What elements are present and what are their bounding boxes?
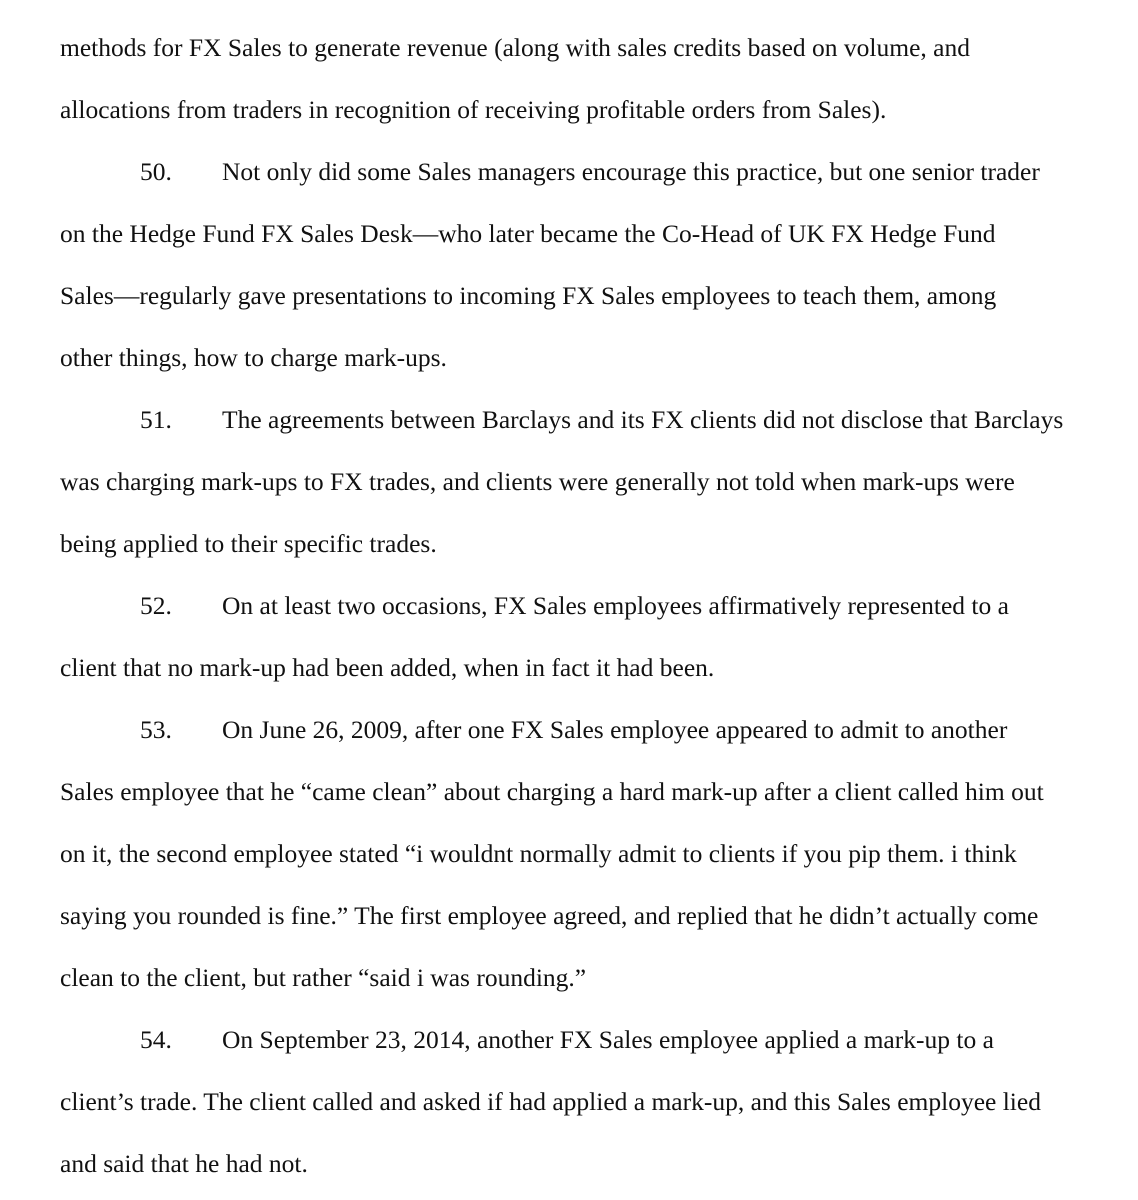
paragraph-51-line-2: was charging mark-ups to FX trades, and clients were generally not told when mark-ups were: [60, 467, 1015, 496]
paragraph-50-line-1: Not only did some Sales managers encourage this practice, but one senior trader: [222, 157, 1040, 186]
paragraph-50-line-2: on the Hedge Fund FX Sales Desk—who later became the Co-Head of UK FX Hedge Fund: [60, 219, 996, 248]
paragraph-52-line-2: client that no mark-up had been added, when in fact it had been.: [60, 653, 715, 682]
paragraph-51-line-1: The agreements between Barclays and its FX clients did not disclose that Barclays: [222, 405, 1064, 434]
paragraph-number-54: 54.: [140, 1025, 172, 1054]
paragraph-53-line-1: On June 26, 2009, after one FX Sales employee appeared to admit to another: [222, 715, 1008, 744]
paragraph-52-line-1: On at least two occasions, FX Sales employees affirmatively represented to a: [222, 591, 1009, 620]
paragraph-number-52: 52.: [140, 591, 172, 620]
paragraph-number-51: 51.: [140, 405, 172, 434]
paragraph-number-53: 53.: [140, 715, 172, 744]
paragraph-54-line-2: client’s trade. The client called and asked if had applied a mark-up, and this Sales employee lied: [60, 1087, 1041, 1116]
intro-line-1: methods for FX Sales to generate revenue (along with sales credits based on volume, and: [60, 33, 970, 62]
paragraph-53-line-3: on it, the second employee stated “i wouldnt normally admit to clients if you pip them. i think: [60, 839, 1017, 868]
intro-line-2: allocations from traders in recognition of receiving profitable orders from Sales).: [60, 95, 887, 124]
paragraph-53-line-2: Sales employee that he “came clean” about charging a hard mark-up after a client called him out: [60, 777, 1044, 806]
paragraph-53-line-4: saying you rounded is fine.” The first employee agreed, and replied that he didn’t actually come: [60, 901, 1039, 930]
paragraph-50-line-4: other things, how to charge mark-ups.: [60, 343, 447, 372]
paragraph-51-line-3: being applied to their specific trades.: [60, 529, 437, 558]
paragraph-50-line-3: Sales—regularly gave presentations to incoming FX Sales employees to teach them, among: [60, 281, 997, 310]
paragraph-53-line-5: clean to the client, but rather “said i was rounding.”: [60, 963, 587, 992]
paragraph-54-line-3: and said that he had not.: [60, 1149, 308, 1178]
paragraph-number-50: 50.: [140, 157, 172, 186]
paragraph-54-line-1: On September 23, 2014, another FX Sales employee applied a mark-up to a: [222, 1025, 994, 1054]
